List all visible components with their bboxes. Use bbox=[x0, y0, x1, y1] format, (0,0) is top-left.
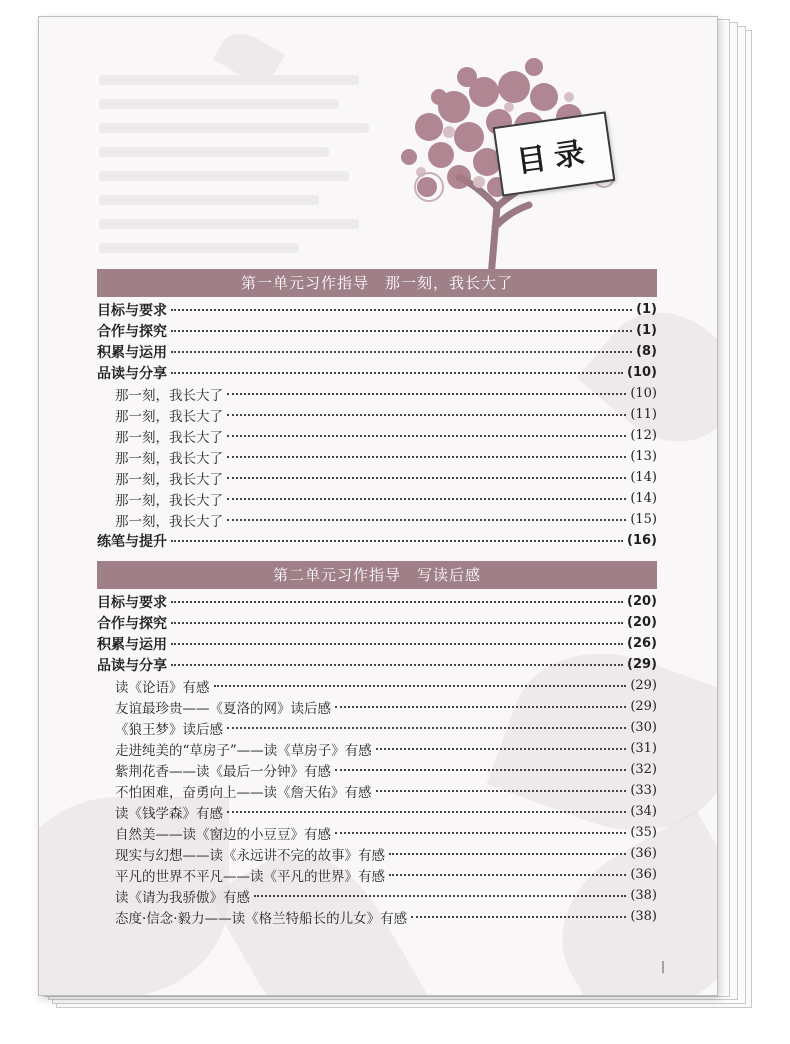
entry-page: (20) bbox=[627, 615, 657, 630]
dot-leader bbox=[227, 431, 626, 437]
dot-leader bbox=[335, 765, 626, 771]
dot-leader bbox=[171, 368, 623, 374]
entry-page: (30) bbox=[630, 720, 657, 735]
entry-page: (10) bbox=[627, 365, 657, 380]
toc-entry[interactable] bbox=[97, 822, 657, 843]
dot-leader bbox=[214, 681, 627, 687]
entry-label: 品读与分享 bbox=[97, 365, 167, 382]
toc-entry[interactable] bbox=[97, 530, 657, 551]
entry-label: 那一刻，我长大了 bbox=[115, 492, 223, 509]
entry-page: (11) bbox=[630, 407, 657, 422]
footer-mark: | bbox=[661, 959, 666, 973]
entry-page: (29) bbox=[630, 699, 657, 714]
toc-entry[interactable] bbox=[97, 864, 657, 885]
entry-page: (14) bbox=[630, 470, 657, 485]
entry-page: (36) bbox=[630, 846, 657, 861]
bleed-through-text bbox=[99, 147, 329, 157]
entry-label: 合作与探究 bbox=[97, 323, 167, 340]
dot-leader bbox=[171, 326, 632, 332]
entry-label: 那一刻，我长大了 bbox=[115, 513, 223, 530]
unit-2-header: 第二单元习作指导 写读后感 bbox=[97, 561, 657, 589]
toc-entry[interactable] bbox=[97, 341, 657, 362]
dot-leader bbox=[389, 870, 626, 876]
toc-entry[interactable] bbox=[97, 801, 657, 822]
entry-label: 读《钱学森》有感 bbox=[115, 805, 223, 822]
bleed-through-text bbox=[99, 123, 369, 133]
toc-entry[interactable] bbox=[97, 906, 657, 927]
dot-leader bbox=[227, 452, 626, 458]
entry-page: (13) bbox=[630, 449, 657, 464]
toc-entry[interactable] bbox=[97, 591, 657, 612]
bleed-through-text bbox=[99, 219, 359, 229]
entry-page: (32) bbox=[630, 762, 657, 777]
entry-page: (35) bbox=[630, 825, 657, 840]
toc-entry[interactable] bbox=[97, 885, 657, 906]
entry-label: 不怕困难，奋勇向上——读《詹天佑》有感 bbox=[115, 784, 372, 801]
dot-leader bbox=[411, 912, 626, 918]
toc-entry[interactable] bbox=[97, 425, 657, 446]
entry-label: 品读与分享 bbox=[97, 657, 167, 674]
entry-label: 合作与探究 bbox=[97, 615, 167, 632]
entry-page: (12) bbox=[630, 428, 657, 443]
entry-page: (26) bbox=[627, 636, 657, 651]
toc-entry[interactable] bbox=[97, 383, 657, 404]
entry-label: 紫荆花香——读《最后一分钟》有感 bbox=[115, 763, 331, 780]
dot-leader bbox=[171, 347, 632, 353]
dot-leader bbox=[227, 389, 626, 395]
toc-entry[interactable] bbox=[97, 446, 657, 467]
entry-page: (16) bbox=[627, 533, 657, 548]
entry-label: 那一刻，我长大了 bbox=[115, 387, 223, 404]
dot-leader bbox=[171, 660, 623, 666]
toc-entry[interactable] bbox=[97, 362, 657, 383]
entry-label: 那一刻，我长大了 bbox=[115, 429, 223, 446]
bleed-through-text bbox=[99, 171, 349, 181]
dot-leader bbox=[376, 744, 627, 750]
dot-leader bbox=[171, 597, 623, 603]
dot-leader bbox=[227, 473, 626, 479]
entry-label: 积累与运用 bbox=[97, 344, 167, 361]
entry-label: 走进纯美的“草房子”——读《草房子》有感 bbox=[115, 742, 372, 759]
entry-label: 态度·信念·毅力——读《格兰特船长的儿女》有感 bbox=[115, 910, 408, 927]
entry-label: 读《论语》有感 bbox=[115, 679, 210, 696]
unit-1-header: 第一单元习作指导 那一刻，我长大了 bbox=[97, 269, 657, 297]
bleed-through-text bbox=[99, 243, 299, 253]
entry-page: (1) bbox=[636, 302, 657, 317]
entry-label: 现实与幻想——读《永远讲不完的故事》有感 bbox=[115, 847, 385, 864]
dot-leader bbox=[171, 305, 632, 311]
entry-page: (36) bbox=[630, 867, 657, 882]
toc-entry[interactable] bbox=[97, 717, 657, 738]
toc-entry[interactable] bbox=[97, 633, 657, 654]
entry-label: 自然美——读《窗边的小豆豆》有感 bbox=[115, 826, 331, 843]
entry-page: (29) bbox=[627, 657, 657, 672]
dot-leader bbox=[227, 807, 626, 813]
toc-entry[interactable] bbox=[97, 759, 657, 780]
entry-label: 读《请为我骄傲》有感 bbox=[115, 889, 250, 906]
entry-page: (38) bbox=[630, 888, 657, 903]
toc-entry[interactable] bbox=[97, 467, 657, 488]
bleed-through-text bbox=[99, 75, 359, 85]
dot-leader bbox=[227, 494, 626, 500]
toc-entry[interactable] bbox=[97, 612, 657, 633]
entry-page: (10) bbox=[630, 386, 657, 401]
entry-label: 目标与要求 bbox=[97, 594, 167, 611]
entry-page: (14) bbox=[630, 491, 657, 506]
dot-leader bbox=[335, 828, 626, 834]
dot-leader bbox=[227, 515, 626, 521]
entry-label: 练笔与提升 bbox=[97, 533, 167, 550]
bleed-through-text bbox=[99, 195, 319, 205]
dot-leader bbox=[254, 891, 626, 897]
entry-page: (8) bbox=[636, 344, 657, 359]
bleed-through-text bbox=[99, 99, 339, 109]
entry-label: 那一刻，我长大了 bbox=[115, 450, 223, 467]
toc-entry[interactable] bbox=[97, 404, 657, 425]
entry-label: 友谊最珍贵——《夏洛的网》读后感 bbox=[115, 700, 331, 717]
entry-label: 积累与运用 bbox=[97, 636, 167, 653]
dot-leader bbox=[227, 723, 626, 729]
dot-leader bbox=[171, 618, 623, 624]
dot-leader bbox=[376, 786, 627, 792]
dot-leader bbox=[227, 410, 626, 416]
entry-page: (29) bbox=[630, 678, 657, 693]
toc-entry[interactable] bbox=[97, 320, 657, 341]
toc-entry[interactable] bbox=[97, 488, 657, 509]
entry-page: (1) bbox=[636, 323, 657, 338]
entry-page: (20) bbox=[627, 594, 657, 609]
entry-label: 那一刻，我长大了 bbox=[115, 471, 223, 488]
entry-page: (31) bbox=[630, 741, 657, 756]
dot-leader bbox=[171, 639, 623, 645]
toc-page bbox=[38, 16, 718, 996]
entry-label: 《狼王梦》读后感 bbox=[115, 721, 223, 738]
entry-label: 目标与要求 bbox=[97, 302, 167, 319]
entry-page: (33) bbox=[630, 783, 657, 798]
toc-entry[interactable] bbox=[97, 654, 657, 675]
toc-entry[interactable] bbox=[97, 738, 657, 759]
dot-leader bbox=[171, 536, 623, 542]
dot-leader bbox=[335, 702, 626, 708]
toc-entry[interactable] bbox=[97, 843, 657, 864]
toc-entry[interactable] bbox=[97, 509, 657, 530]
toc-title: 目录 bbox=[493, 111, 616, 196]
entry-page: (38) bbox=[630, 909, 657, 924]
dot-leader bbox=[389, 849, 626, 855]
entry-label: 平凡的世界不平凡——读《平凡的世界》有感 bbox=[115, 868, 385, 885]
toc-entry[interactable] bbox=[97, 780, 657, 801]
toc-entry[interactable] bbox=[97, 696, 657, 717]
toc-entry[interactable] bbox=[97, 299, 657, 320]
entry-label: 那一刻，我长大了 bbox=[115, 408, 223, 425]
entry-page: (15) bbox=[630, 512, 657, 527]
entry-page: (34) bbox=[630, 804, 657, 819]
toc-entry[interactable] bbox=[97, 675, 657, 696]
